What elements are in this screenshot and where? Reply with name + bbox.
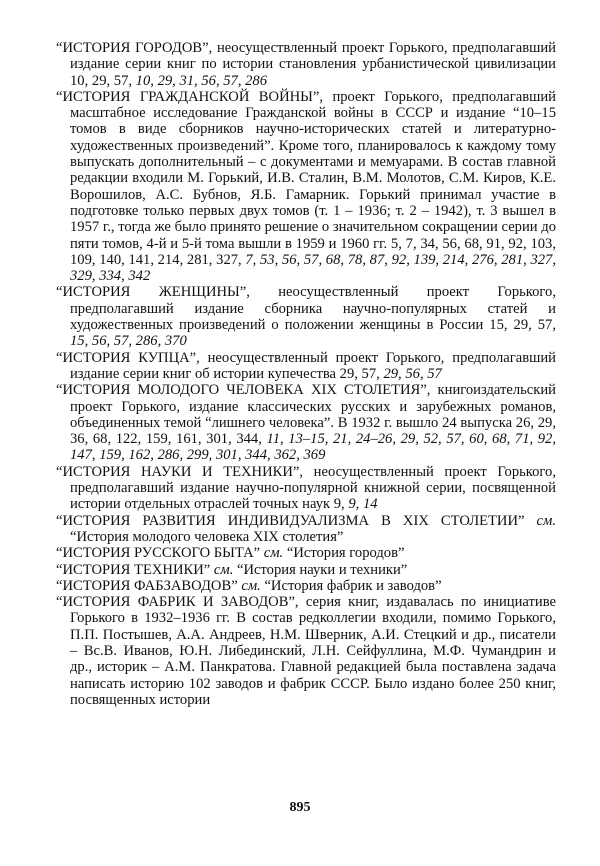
index-entries	[56, 40, 556, 708]
index-entry	[56, 89, 556, 285]
entry-text: “ИСТОРИЯ ФАБРИК И ЗАВОДОВ”, серия книг, издавалась по инициативе Горького в 1932–1936 гг. В состав редколлегии входили, помимо Горького, П.П. Постышев, А.А. Андреев, Н.М. Шверник, А.И. Стецкий и др., писатели – Вс.В. Иванов, Ю.Н. Либединский, Л.Н. Сейфуллина, М.Ф. Чумандрин и др., историк – А.М. Панкратова. Главной редакцией была поставлена задача написать историю 102 заводов и фабрик СССР. Было издано более 250 книг, посвященных истории	[56, 594, 556, 708]
entry-text: “ИСТОРИЯ КУПЦА”, неосуществленный проект Горького, предполагавший издание серии книг об истории купечества 29, 57,	[56, 349, 556, 382]
index-entry	[56, 350, 556, 383]
index-entry	[56, 594, 556, 708]
entry-text: “ИСТОРИЯ ТЕХНИКИ”	[56, 561, 214, 578]
entry-italic-text: 15, 56, 57, 286, 370	[70, 333, 187, 350]
index-entry	[56, 513, 556, 546]
entry-text: “ИСТОРИЯ ГРАЖДАНСКОЙ ВОЙНЫ”, проект Горького, предполагавший масштабное исследование Гражданской войны в СССР и издание “10–15 томов в виде сборников научно-исторических статей и литературно-художественных произведений”. Кроме того, планировалось к каждому тому выпускать дополнительный – с документами и мемуарами. В состав главной редакции входили М. Горький, И.В. Сталин, В.М. Молотов, С.М. Киров, К.Е. Ворошилов, А.С. Бубнов, Я.Б. Гамарник. Горький принимал участие в подготовке только первых двух томов (т. 1 – 1936; т. 2 – 1942), т. 3 вышел в 1957 г., тогда же было принято решение о значительном сокращении серии до пяти томов, 4-й и 5-й тома вышли в 1959 и 1960 гг. 5, 7, 34, 56, 68, 91, 92, 103, 109, 140, 141, 214, 281, 327,	[56, 88, 556, 268]
entry-italic-text: см.	[241, 577, 261, 594]
entry-italic-text: см.	[263, 545, 284, 562]
entry-text: “ИСТОРИЯ РАЗВИТИЯ ИНДИВИДУАЛИЗМА В XIX СТОЛЕТИИ”	[56, 512, 537, 529]
entry-text: “История городов”	[283, 545, 405, 562]
entry-text: “ИСТОРИЯ МОЛОДОГО ЧЕЛОВЕКА XIX СТОЛЕТИЯ”, книгоиздательский проект Горького, издание классических русских и зарубежных романов, объединенных темой “лишнего человека”. В 1932 г. вышло 24 выпуска 26, 29, 36, 68, 122, 159, 161, 301, 344,	[56, 382, 556, 448]
entry-italic-text: см.	[536, 512, 556, 529]
entry-italic-text: 29, 56, 57	[383, 365, 442, 382]
entry-italic-text: 11, 13–15, 21, 24–26, 29, 52, 57, 60, 68, 71, 92, 147, 159, 162, 286, 299, 301, 344, 362, 369	[70, 431, 556, 464]
entry-text: “История молодого человека XIX столетия”	[70, 528, 344, 545]
index-entry	[56, 284, 556, 349]
index-entry	[56, 464, 556, 513]
entry-italic-text: 9, 14	[348, 496, 378, 513]
entry-text: “ИСТОРИЯ РУССКОГО БЫТА”	[56, 545, 264, 562]
entry-italic-text: 7, 53, 56, 57, 68, 78, 87, 92, 139, 214, 276, 281, 327, 329, 334, 342	[70, 251, 556, 285]
index-entry	[56, 562, 556, 578]
entry-text: “ИСТОРИЯ НАУКИ И ТЕХНИКИ”, неосуществленный проект Горького, предполагавший издание научно-популярной книжной серии, посвященной истории отдельных отраслей точных наук 9,	[56, 463, 556, 513]
entry-italic-text: см.	[213, 561, 234, 578]
entry-text: “ИСТОРИЯ ЖЕНЩИНЫ”, неосуществленный проект Горького, предполагавший издание сборника научно-популярных статей и художественных произведений о положении женщины в России 15, 29, 57,	[56, 284, 556, 334]
entry-italic-text: 10, 29, 31, 56, 57, 286	[135, 72, 268, 89]
index-entry	[56, 40, 556, 89]
entry-text: “ИСТОРИЯ ГОРОДОВ”, неосуществленный проект Горького, предполагавший издание серии книг по истории становления урбанистической цивилизации 10, 29, 57,	[56, 40, 556, 89]
index-entry	[56, 382, 556, 463]
index-entry	[56, 545, 556, 561]
entry-text: “ИСТОРИЯ ФАБЗАВОДОВ”	[56, 577, 242, 594]
index-entry	[56, 578, 556, 594]
entry-text: “История науки и техники”	[233, 561, 408, 578]
page-number: 895	[289, 800, 311, 815]
entry-text: “История фабрик и заводов”	[260, 577, 442, 594]
